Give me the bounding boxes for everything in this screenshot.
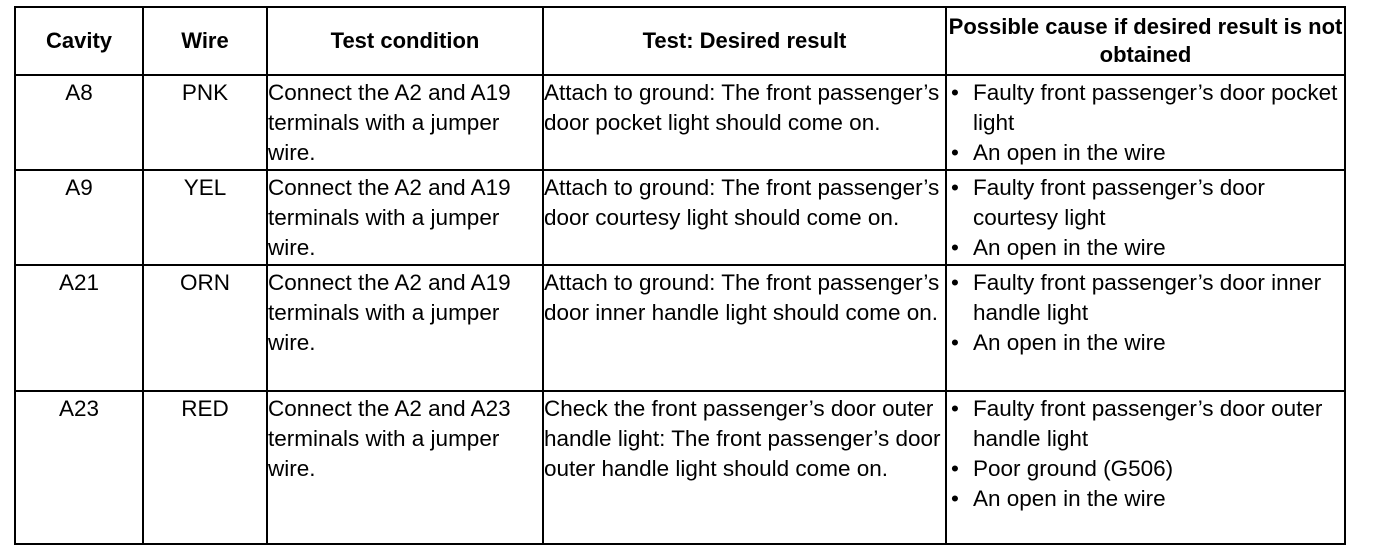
cause-item: • Faulty front passenger’s door outer handle light [947, 394, 1344, 454]
cause-list [947, 78, 1344, 168]
header-desired-result: Test: Desired result [543, 7, 946, 75]
wire-cell: YEL [143, 170, 267, 265]
cause-item: • Poor ground (G506) [947, 454, 1344, 484]
desired-result-cell: Check the front passenger’s door outer handle light: The front passenger’s door outer handle light should come on. [543, 391, 946, 544]
table-row [15, 170, 1345, 265]
cause-list [947, 173, 1344, 263]
cause-list [947, 268, 1344, 358]
possible-cause-cell [946, 170, 1345, 265]
test-condition-cell: Connect the A2 and A19 terminals with a jumper wire. [267, 170, 543, 265]
possible-cause-cell [946, 75, 1345, 170]
cavity-cell: A9 [15, 170, 143, 265]
possible-cause-cell [946, 391, 1345, 544]
cause-item: • An open in the wire [947, 484, 1344, 514]
table-header-row [15, 7, 1345, 75]
desired-result-cell: Attach to ground: The front passenger’s door pocket light should come on. [543, 75, 946, 170]
header-wire: Wire [143, 7, 267, 75]
table-row [15, 75, 1345, 170]
cause-item: • An open in the wire [947, 233, 1344, 263]
header-cavity: Cavity [15, 7, 143, 75]
wire-cell: PNK [143, 75, 267, 170]
cause-item: • An open in the wire [947, 138, 1344, 168]
cause-list [947, 394, 1344, 514]
desired-result-cell: Attach to ground: The front passenger’s door courtesy light should come on. [543, 170, 946, 265]
wire-cell: ORN [143, 265, 267, 391]
wire-cell: RED [143, 391, 267, 544]
cavity-cell: A8 [15, 75, 143, 170]
possible-cause-cell [946, 265, 1345, 391]
test-condition-cell: Connect the A2 and A19 terminals with a jumper wire. [267, 265, 543, 391]
cavity-cell: A21 [15, 265, 143, 391]
desired-result-cell: Attach to ground: The front passenger’s door inner handle light should come on. [543, 265, 946, 391]
cavity-cell: A23 [15, 391, 143, 544]
test-condition-cell: Connect the A2 and A19 terminals with a jumper wire. [267, 75, 543, 170]
test-condition-cell: Connect the A2 and A23 terminals with a jumper wire. [267, 391, 543, 544]
cause-item: • Faulty front passenger’s door inner handle light [947, 268, 1344, 328]
troubleshooting-table [14, 6, 1346, 545]
header-possible-cause: Possible cause if desired result is not obtained [946, 7, 1345, 75]
cause-item: • Faulty front passenger’s door pocket light [947, 78, 1344, 138]
table-row [15, 391, 1345, 544]
table-row [15, 265, 1345, 391]
cause-item: • An open in the wire [947, 328, 1344, 358]
cause-item: • Faulty front passenger’s door courtesy light [947, 173, 1344, 233]
header-test-condition: Test condition [267, 7, 543, 75]
